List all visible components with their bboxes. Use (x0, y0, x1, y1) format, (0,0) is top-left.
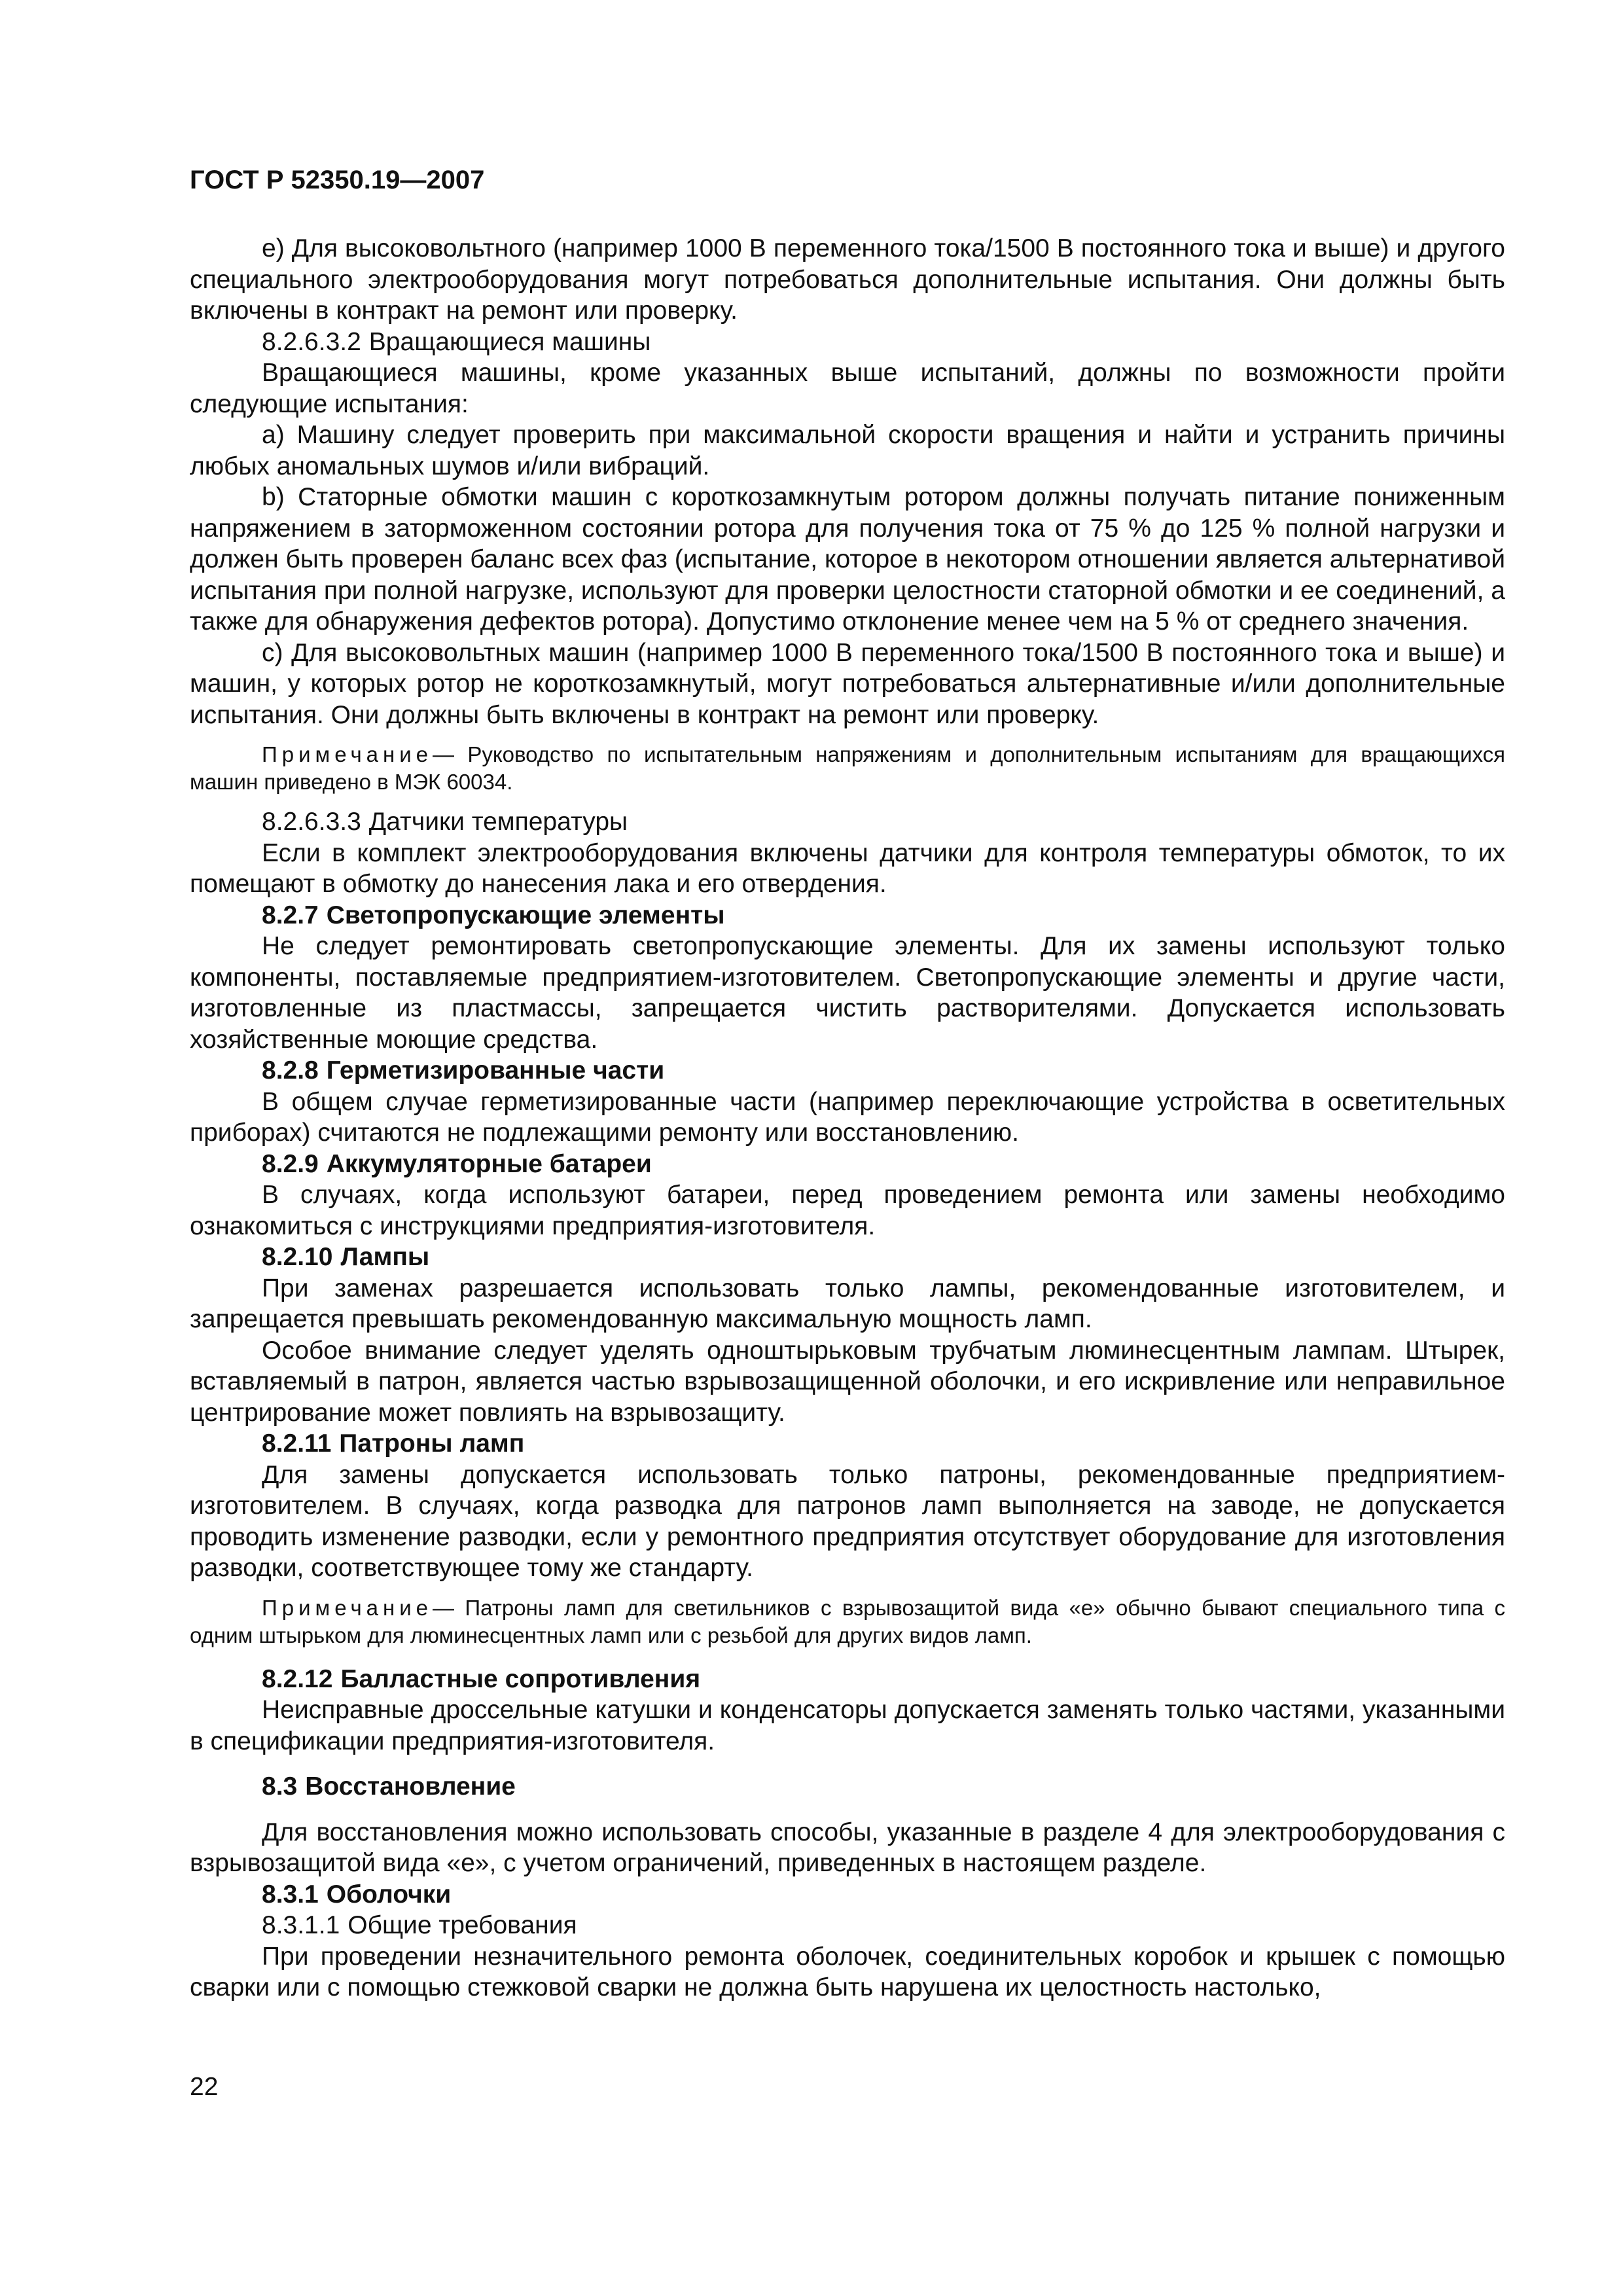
section-number: 8.2.6.3.2 (262, 327, 361, 356)
page-number: 22 (190, 2073, 219, 2101)
paragraph-light-transmitting: Не следует ремонтировать светопропускающие элементы. Для их замены используют только компоненты, поставляемые предприятием-изготовителем. Светопропускающие элементы и другие части, изготовленные из пластмассы, запрещается чистить растворителями. Допускается использовать хозяйственные моющие средства. (190, 932, 1505, 1054)
section-number: 8.2.6.3.3 (262, 808, 361, 836)
section-heading-8-3 (190, 1771, 1505, 1803)
section-title: Балластные сопротивления (340, 1664, 701, 1693)
paragraph-item-e: е) Для высоковольтного (например 1000 В переменного тока/1500 В постоянного тока и выше) и другого специального электрооборудования могут потребоваться дополнительные испытания. Они должны быть включены в контракт на ремонт или проверку. (190, 234, 1505, 325)
section-title: Светопропускающие элементы (326, 901, 725, 929)
section-number: 8.2.7 (262, 901, 319, 929)
section-heading-8-2-8 (190, 1055, 1505, 1086)
paragraph-rotating-b: b) Статорные обмотки машин с короткозамкнутым ротором должны получать питание пониженным напряжением в заторможенном состоянии ротора для получения тока от 75 % до 125 % полной нагрузки и должен быть проверен баланс всех фаз (испытание, которое в некотором отношении является альтернативой испытания при полной нагрузке, используют для проверки целостности статорной обмотки и ее соединений, а также для обнаружения дефектов ротора). Допустимо отклонение менее чем на 5 % от среднего значения. (190, 483, 1505, 636)
section-heading-8-3-1 (190, 1879, 1505, 1910)
section-title: Восстановление (305, 1772, 516, 1801)
section-heading-8-2-11 (190, 1428, 1505, 1460)
section-heading-8-2-12 (190, 1664, 1505, 1695)
note-text: — Руководство по испытательным напряжениям и дополнительным испытаниям для вращающихся машин приведено в МЭК 60034. (190, 742, 1505, 794)
section-title: Вращающиеся машины (368, 327, 651, 356)
section-title: Патроны ламп (339, 1429, 525, 1458)
document-code-header: ГОСТ Р 52350.19—2007 (190, 166, 485, 194)
section-number: 8.2.12 (262, 1664, 333, 1693)
paragraph-restoration: Для восстановления можно использовать способы, указанные в разделе 4 для электрооборудования с взрывозащитой вида «е», с учетом ограничений, приведенных в настоящем разделе. (190, 1818, 1505, 1877)
note-lamp-holders (190, 1594, 1505, 1649)
note-text: — Патроны ламп для светильников с взрывозащитой вида «е» обычно бывают специального типа с одним штырьком для люминесцентных ламп или с резьбой для других видов ламп. (190, 1595, 1505, 1647)
section-number: 8.2.11 (262, 1429, 332, 1458)
paragraph-batteries: В случаях, когда используют батареи, перед проведением ремонта или замены необходимо ознакомиться с инструкциями предприятия-изготовителя. (190, 1181, 1505, 1240)
section-number: 8.2.10 (262, 1243, 333, 1271)
section-number: 8.3.1.1 (262, 1911, 340, 1939)
paragraph-general-requirements: При проведении незначительного ремонта оболочек, соединительных коробок и крышек с помощью сварки или с помощью стежковой сварки не должна быть нарушена их целостность настолько, (190, 1942, 1505, 2001)
section-title: Лампы (340, 1243, 430, 1271)
section-title: Аккумуляторные батареи (326, 1149, 652, 1178)
section-number: 8.3.1 (262, 1880, 319, 1909)
section-number: 8.2.8 (262, 1056, 319, 1085)
note-rotating-machines (190, 741, 1505, 796)
paragraph-temperature-sensors: Если в комплект электрооборудования включены датчики для контроля температуры обмоток, то их помещают в обмотку до нанесения лака и его отвердения. (190, 838, 1505, 898)
paragraph-lamps-2: Особое внимание следует уделять одноштырьковым трубчатым люминесцентным лампам. Штырек, вставляемый в патрон, является частью взрывозащищенной оболочки, и его искривление или неправильное центрирование может повлиять на взрывозащиту. (190, 1336, 1505, 1427)
note-label: Примечание (262, 1595, 433, 1620)
paragraph-rotating-intro: Вращающиеся машины, кроме указанных выше испытаний, должны по возможности пройти следующие испытания: (190, 359, 1505, 418)
section-title: Герметизированные части (326, 1056, 665, 1085)
section-title: Датчики температуры (368, 808, 628, 836)
document-page (190, 164, 1505, 2003)
section-number: 8.2.9 (262, 1149, 319, 1178)
paragraph-sealed-parts: В общем случае герметизированные части (например переключающие устройства в осветительных приборах) считаются не подлежащими ремонту или восстановлению. (190, 1087, 1505, 1147)
section-heading-8-2-9 (190, 1149, 1505, 1180)
subsection-heading-8-2-6-3-3 (190, 806, 1505, 838)
paragraph-rotating-a: а) Машину следует проверить при максимальной скорости вращения и найти и устранить причины любых аномальных шумов и/или вибраций. (190, 421, 1505, 480)
section-heading-8-2-7 (190, 900, 1505, 931)
section-number: 8.3 (262, 1772, 298, 1801)
section-heading-8-2-10 (190, 1242, 1505, 1273)
paragraph-rotating-c: с) Для высоковольтных машин (например 1000 В переменного тока/1500 В постоянного тока и выше) и машин, у которых ротор не короткозамкнутый, могут потребоваться альтернативные и/или дополнительные испытания. Они должны быть включены в контракт на ремонт или проверку. (190, 638, 1505, 729)
section-title: Оболочки (326, 1880, 452, 1909)
paragraph-ballast: Неисправные дроссельные катушки и конденсаторы допускается заменять только частями, указанными в спецификации предприятия-изготовителя. (190, 1696, 1505, 1755)
note-label: Примечание (262, 742, 433, 766)
paragraph-lamps-1: При заменах разрешается использовать только лампы, рекомендованные изготовителем, и запрещается превышать рекомендованную максимальную мощность ламп. (190, 1274, 1505, 1333)
subsection-heading-8-3-1-1 (190, 1910, 1505, 1941)
paragraph-lamp-holders: Для замены допускается использовать только патроны, рекомендованные предприятием-изготовителем. В случаях, когда разводка для патронов ламп выполняется на заводе, не допускается проводить изменение разводки, если у ремонтного предприятия отсутствует оборудование для изготовления разводки, соответствующее тому же стандарту. (190, 1460, 1505, 1582)
section-title: Общие требования (348, 1911, 577, 1939)
subsection-heading-8-2-6-3-2 (190, 327, 1505, 358)
